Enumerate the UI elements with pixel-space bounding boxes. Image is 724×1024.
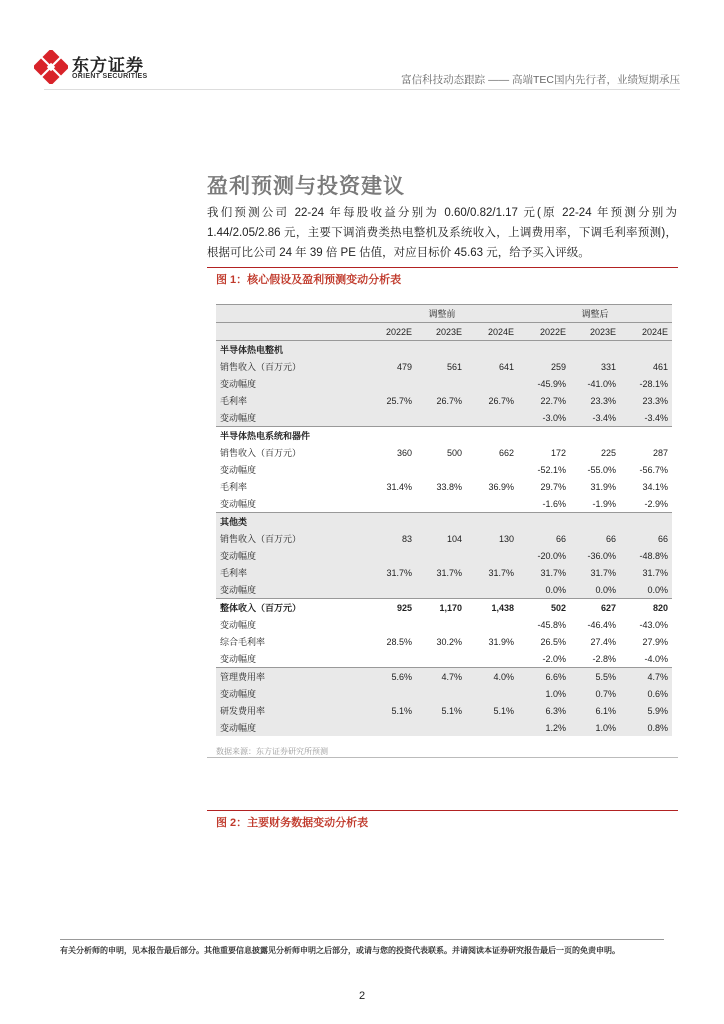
table-cell: 461 bbox=[620, 358, 672, 375]
table-cell: 0.0% bbox=[620, 581, 672, 599]
table-cell: 662 bbox=[498, 447, 514, 458]
table-cell: 31.9% bbox=[488, 636, 514, 647]
table-cell: 1.0% bbox=[570, 719, 620, 736]
table-cell: 0.7% bbox=[570, 685, 620, 702]
table-cell: 36.9% bbox=[488, 481, 514, 492]
row-label: 综合毛利率 bbox=[220, 637, 266, 647]
table-cell bbox=[366, 461, 416, 478]
table-cell: 0.8% bbox=[620, 719, 672, 736]
table-cell: 0.0% bbox=[570, 581, 620, 599]
table-cell: 33.8% bbox=[436, 481, 462, 492]
figure2-top-rule bbox=[207, 810, 678, 811]
table-cell: -36.0% bbox=[570, 547, 620, 564]
table-cell bbox=[416, 513, 466, 531]
table-cell bbox=[620, 427, 672, 445]
table-row bbox=[216, 478, 672, 495]
row-label: 变动幅度 bbox=[220, 654, 257, 664]
table-cell bbox=[570, 341, 620, 359]
page-number: 2 bbox=[358, 990, 366, 1002]
table-cell bbox=[416, 427, 466, 445]
report-header-title: 富信科技动态跟踪 —— 高端TEC国内先行者，业绩短期承压 bbox=[401, 74, 680, 86]
table-cell: 27.9% bbox=[642, 636, 668, 647]
row-label: 研发费用率 bbox=[216, 702, 366, 719]
table-cell: 4.0% bbox=[466, 668, 518, 686]
table-cell bbox=[570, 513, 620, 531]
table-cell bbox=[416, 375, 466, 392]
row-label: 销售收入（百万元） bbox=[220, 448, 302, 458]
table-row bbox=[216, 581, 672, 599]
table-cell: -20.0% bbox=[518, 547, 570, 564]
table-cell: 83 bbox=[366, 530, 416, 547]
table-row bbox=[216, 633, 672, 650]
table-row bbox=[216, 427, 672, 445]
table-cell: 5.6% bbox=[366, 668, 416, 686]
forecast-table bbox=[216, 304, 672, 736]
table-cell: 23.3% bbox=[570, 392, 620, 409]
table-cell: 66 bbox=[518, 530, 570, 547]
figure1-top-rule bbox=[207, 267, 678, 268]
table-cell bbox=[518, 513, 570, 531]
year-header: 2023E bbox=[416, 323, 466, 341]
table-cell: 820 bbox=[620, 599, 672, 617]
table-cell: -4.0% bbox=[644, 653, 668, 664]
table-row bbox=[216, 685, 672, 702]
table-cell bbox=[416, 461, 466, 478]
table-row bbox=[216, 341, 672, 359]
brand-name-en: ORIENT SECURITIES bbox=[72, 73, 148, 80]
table-cell bbox=[416, 495, 466, 513]
table-row bbox=[216, 530, 672, 547]
footer-divider bbox=[60, 939, 664, 940]
table-cell: 4.7% bbox=[416, 668, 466, 686]
table-cell: 66 bbox=[570, 530, 620, 547]
section-title: 盈利预测与投资建议 bbox=[207, 175, 405, 198]
table-cell: 1.2% bbox=[518, 719, 570, 736]
table-cell: -48.8% bbox=[620, 547, 672, 564]
table-cell bbox=[620, 341, 672, 359]
table-cell bbox=[366, 650, 416, 668]
table-cell: 6.1% bbox=[570, 702, 620, 719]
row-label: 半导体热电系统和器件 bbox=[216, 427, 366, 445]
table-row bbox=[216, 547, 672, 564]
year-header: 2022E bbox=[366, 323, 416, 341]
table-row bbox=[216, 375, 672, 392]
table-cell bbox=[466, 719, 518, 736]
table-cell: 31.4% bbox=[386, 481, 412, 492]
table-cell: 0.6% bbox=[620, 685, 672, 702]
table-cell: 31.7% bbox=[366, 564, 416, 581]
table-cell: 627 bbox=[570, 599, 620, 617]
table-cell: 34.1% bbox=[642, 481, 668, 492]
row-label: 变动幅度 bbox=[216, 547, 366, 564]
row-label: 半导体热电整机 bbox=[216, 341, 366, 359]
table-cell: 31.7% bbox=[416, 564, 466, 581]
table-cell bbox=[366, 719, 416, 736]
table-row bbox=[216, 358, 672, 375]
figure1-source: 数据来源：东方证券研究所预测 bbox=[216, 747, 328, 756]
table-row bbox=[216, 702, 672, 719]
row-label: 变动幅度 bbox=[220, 499, 257, 509]
table-cell: -52.1% bbox=[537, 464, 566, 475]
figure1-title: 图 1：核心假设及盈利预测变动分析表 bbox=[216, 274, 402, 286]
row-label: 变动幅度 bbox=[216, 581, 366, 599]
table-cell: 31.9% bbox=[590, 481, 616, 492]
row-label: 销售收入（百万元） bbox=[216, 358, 366, 375]
row-label: 变动幅度 bbox=[220, 620, 257, 630]
table-cell bbox=[366, 547, 416, 564]
table-cell: 6.6% bbox=[518, 668, 570, 686]
table-cell bbox=[366, 495, 416, 513]
row-label: 管理费用率 bbox=[216, 668, 366, 686]
figure1-bottom-rule bbox=[207, 757, 678, 758]
table-cell: -55.0% bbox=[587, 464, 616, 475]
table-cell bbox=[466, 581, 518, 599]
table-cell: 29.7% bbox=[540, 481, 566, 492]
brand-name-cn: 东方证券 bbox=[72, 56, 144, 75]
table-row bbox=[216, 461, 672, 478]
table-cell: 5.1% bbox=[416, 702, 466, 719]
table-cell: 641 bbox=[466, 358, 518, 375]
table-year-header-row bbox=[216, 323, 672, 341]
table-cell: 6.3% bbox=[518, 702, 570, 719]
table-cell: 28.5% bbox=[386, 636, 412, 647]
table-cell: 31.7% bbox=[620, 564, 672, 581]
table-cell bbox=[416, 650, 466, 668]
table-cell: 104 bbox=[416, 530, 466, 547]
table-row bbox=[216, 616, 672, 633]
table-cell bbox=[620, 513, 672, 531]
table-cell: -41.0% bbox=[570, 375, 620, 392]
table-cell bbox=[416, 719, 466, 736]
table-cell: -2.9% bbox=[644, 498, 668, 509]
table-cell bbox=[416, 581, 466, 599]
table-cell: 331 bbox=[570, 358, 620, 375]
table-cell bbox=[366, 427, 416, 445]
table-cell bbox=[416, 409, 466, 427]
table-cell bbox=[366, 581, 416, 599]
orient-securities-logo-icon bbox=[34, 50, 68, 84]
table-cell: 0.0% bbox=[518, 581, 570, 599]
table-cell bbox=[366, 409, 416, 427]
table-row bbox=[216, 444, 672, 461]
table-cell: 502 bbox=[518, 599, 570, 617]
figure2-title: 图 2：主要财务数据变动分析表 bbox=[216, 817, 369, 829]
table-cell: -45.8% bbox=[537, 619, 566, 630]
row-label: 毛利率 bbox=[216, 392, 366, 409]
year-header: 2022E bbox=[518, 323, 570, 341]
table-cell: -46.4% bbox=[587, 619, 616, 630]
table-row bbox=[216, 599, 672, 617]
row-label: 变动幅度 bbox=[216, 685, 366, 702]
table-cell bbox=[366, 341, 416, 359]
row-label: 变动幅度 bbox=[220, 465, 257, 475]
table-cell bbox=[570, 427, 620, 445]
table-cell: 31.7% bbox=[518, 564, 570, 581]
table-cell bbox=[466, 616, 518, 633]
table-cell: 31.7% bbox=[466, 564, 518, 581]
row-label: 其他类 bbox=[216, 513, 366, 531]
row-label: 整体收入（百万元） bbox=[216, 599, 366, 617]
table-cell bbox=[518, 427, 570, 445]
group-after-label: 调整后 bbox=[518, 305, 672, 323]
table-cell: 25.7% bbox=[366, 392, 416, 409]
table-row bbox=[216, 513, 672, 531]
table-cell: 31.7% bbox=[570, 564, 620, 581]
table-cell bbox=[416, 616, 466, 633]
table-cell: -3.4% bbox=[570, 409, 620, 427]
table-cell: 5.1% bbox=[366, 702, 416, 719]
table-cell: 5.9% bbox=[620, 702, 672, 719]
table-cell: 5.5% bbox=[570, 668, 620, 686]
table-cell: -28.1% bbox=[620, 375, 672, 392]
row-label: 毛利率 bbox=[216, 564, 366, 581]
table-row bbox=[216, 668, 672, 686]
table-cell: 26.7% bbox=[466, 392, 518, 409]
table-cell: 259 bbox=[518, 358, 570, 375]
table-cell: 5.1% bbox=[466, 702, 518, 719]
table-cell bbox=[518, 341, 570, 359]
table-cell: -1.6% bbox=[542, 498, 566, 509]
table-cell: -56.7% bbox=[639, 464, 668, 475]
table-cell: 66 bbox=[620, 530, 672, 547]
table-cell: -45.9% bbox=[518, 375, 570, 392]
table-cell: 225 bbox=[600, 447, 616, 458]
table-row bbox=[216, 409, 672, 427]
table-cell bbox=[466, 341, 518, 359]
table-cell: 1,170 bbox=[416, 599, 466, 617]
table-cell bbox=[366, 616, 416, 633]
table-cell: -2.0% bbox=[542, 653, 566, 664]
table-cell: 172 bbox=[550, 447, 566, 458]
table-cell bbox=[416, 341, 466, 359]
table-cell bbox=[466, 409, 518, 427]
table-cell: -43.0% bbox=[639, 619, 668, 630]
table-cell: 1.0% bbox=[518, 685, 570, 702]
table-row bbox=[216, 392, 672, 409]
table-cell: 925 bbox=[366, 599, 416, 617]
row-label: 变动幅度 bbox=[216, 719, 366, 736]
table-cell: 22.7% bbox=[518, 392, 570, 409]
row-label: 变动幅度 bbox=[216, 409, 366, 427]
table-cell: 26.7% bbox=[416, 392, 466, 409]
section-paragraph: 我们预测公司 22-24 年每股收益分别为 0.60/0.82/1.17 元(原 22-24 年预测分别为 1.44/2.05/2.86 元，主要下调消费类热电整机及系统收入，上调费用率，下调毛利率预测)，根据可比公司 24 年 39 倍 PE 估值，对应目标价 45.63 元，给予买入评级。 bbox=[207, 207, 677, 259]
table-row bbox=[216, 495, 672, 513]
table-cell bbox=[466, 547, 518, 564]
table-cell: 287 bbox=[652, 447, 668, 458]
table-cell: 561 bbox=[416, 358, 466, 375]
row-label: 变动幅度 bbox=[216, 375, 366, 392]
table-cell: -1.9% bbox=[592, 498, 616, 509]
table-cell: 4.7% bbox=[620, 668, 672, 686]
table-row bbox=[216, 719, 672, 736]
table-cell: 27.4% bbox=[590, 636, 616, 647]
year-header: 2023E bbox=[570, 323, 620, 341]
row-label: 毛利率 bbox=[220, 482, 248, 492]
year-header: 2024E bbox=[466, 323, 518, 341]
table-cell bbox=[416, 547, 466, 564]
row-label: 销售收入（百万元） bbox=[216, 530, 366, 547]
table-cell: 26.5% bbox=[540, 636, 566, 647]
table-cell: -2.8% bbox=[592, 653, 616, 664]
table-cell bbox=[366, 513, 416, 531]
table-cell bbox=[466, 650, 518, 668]
table-cell bbox=[466, 685, 518, 702]
table-cell: 360 bbox=[396, 447, 412, 458]
table-cell: -3.0% bbox=[518, 409, 570, 427]
table-cell: 1,438 bbox=[466, 599, 518, 617]
table-cell bbox=[466, 461, 518, 478]
year-header: 2024E bbox=[620, 323, 672, 341]
table-cell: 30.2% bbox=[436, 636, 462, 647]
table-cell bbox=[466, 513, 518, 531]
table-cell bbox=[466, 427, 518, 445]
table-cell: 130 bbox=[466, 530, 518, 547]
table-cell bbox=[366, 685, 416, 702]
table-row bbox=[216, 650, 672, 668]
group-before-label: 调整前 bbox=[366, 305, 518, 323]
table-cell bbox=[466, 495, 518, 513]
table-cell bbox=[416, 685, 466, 702]
table-cell: 479 bbox=[366, 358, 416, 375]
table-group-header-row bbox=[216, 305, 672, 323]
table-row bbox=[216, 564, 672, 581]
table-cell: -3.4% bbox=[620, 409, 672, 427]
table-cell: 500 bbox=[446, 447, 462, 458]
table-cell: 23.3% bbox=[620, 392, 672, 409]
footer-disclaimer: 有关分析师的申明，见本报告最后部分。其他重要信息披露见分析师申明之后部分，或请与您的投资代表联系。并请阅读本证券研究报告最后一页的免责申明。 bbox=[60, 946, 620, 955]
table-cell bbox=[466, 375, 518, 392]
table-cell bbox=[366, 375, 416, 392]
header-divider bbox=[44, 89, 680, 90]
